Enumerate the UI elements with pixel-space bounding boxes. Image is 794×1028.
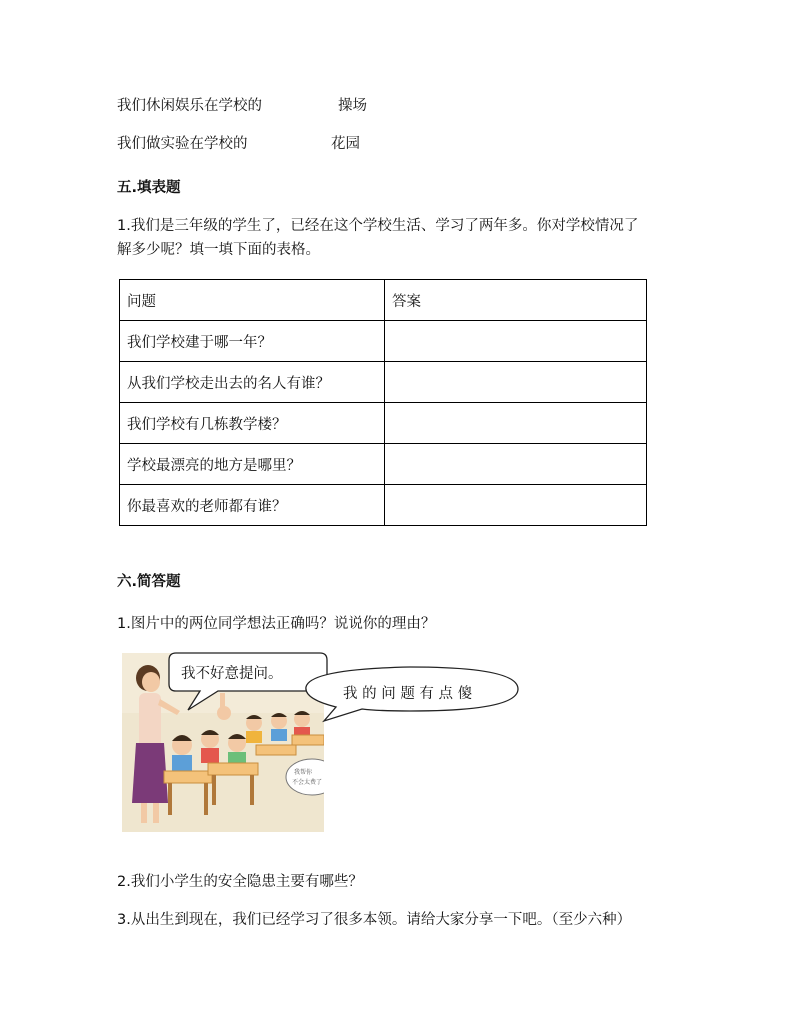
table-row	[120, 444, 647, 485]
section5-heading: 五.填表题	[117, 180, 181, 196]
section6-question-2: 2.我们小学生的安全隐患主要有哪些？	[117, 874, 363, 890]
table-cell-answer[interactable]	[385, 321, 647, 362]
table-header-answer: 答案	[385, 280, 647, 321]
table-header-row	[120, 280, 647, 321]
match-row-2-right: 花园	[331, 136, 360, 152]
sign-text-1: 我帮你	[294, 769, 313, 776]
section5-question	[117, 214, 677, 262]
table-cell-question: 我们学校有几栋教学楼？	[120, 403, 385, 444]
table-cell-answer[interactable]	[385, 444, 647, 485]
speech-bubble-1-text: 我不好意提问。	[181, 666, 283, 682]
section6-heading: 六.简答题	[117, 574, 181, 590]
table-row	[120, 321, 647, 362]
sign-text-2: 不会太费了	[292, 779, 323, 786]
table-row	[120, 362, 647, 403]
section5-question-line2: 解多少呢？填一填下面的表格。	[117, 242, 320, 258]
section5-question-line1: 1.我们是三年级的学生了，已经在这个学校生活、学习了两年多。你对学校情况了	[117, 218, 639, 234]
table-cell-question: 学校最漂亮的地方是哪里？	[120, 444, 385, 485]
table-header-question: 问题	[120, 280, 385, 321]
table-cell-answer[interactable]	[385, 403, 647, 444]
table-cell-question: 我们学校建于哪一年？	[120, 321, 385, 362]
table-row	[120, 403, 647, 444]
table-cell-question: 从我们学校走出去的名人有谁？	[120, 362, 385, 403]
match-row-1-left: 我们休闲娱乐在学校的	[117, 98, 262, 114]
table-cell-question: 你最喜欢的老师都有谁？	[120, 485, 385, 526]
section6-question-1: 1.图片中的两位同学想法正确吗？说说你的理由？	[117, 616, 436, 632]
table-cell-answer[interactable]	[385, 485, 647, 526]
section6-question-3: 3.从出生到现在，我们已经学习了很多本领。请给大家分享一下吧。（至少六种）	[117, 912, 632, 928]
match-row-2-left: 我们做实验在学校的	[117, 136, 248, 152]
speech-bubble-2-text: 我 的 问 题 有 点 傻	[343, 686, 473, 702]
school-info-table	[119, 279, 647, 526]
table-cell-answer[interactable]	[385, 362, 647, 403]
table-row	[120, 485, 647, 526]
match-row-1-right: 操场	[338, 98, 367, 114]
